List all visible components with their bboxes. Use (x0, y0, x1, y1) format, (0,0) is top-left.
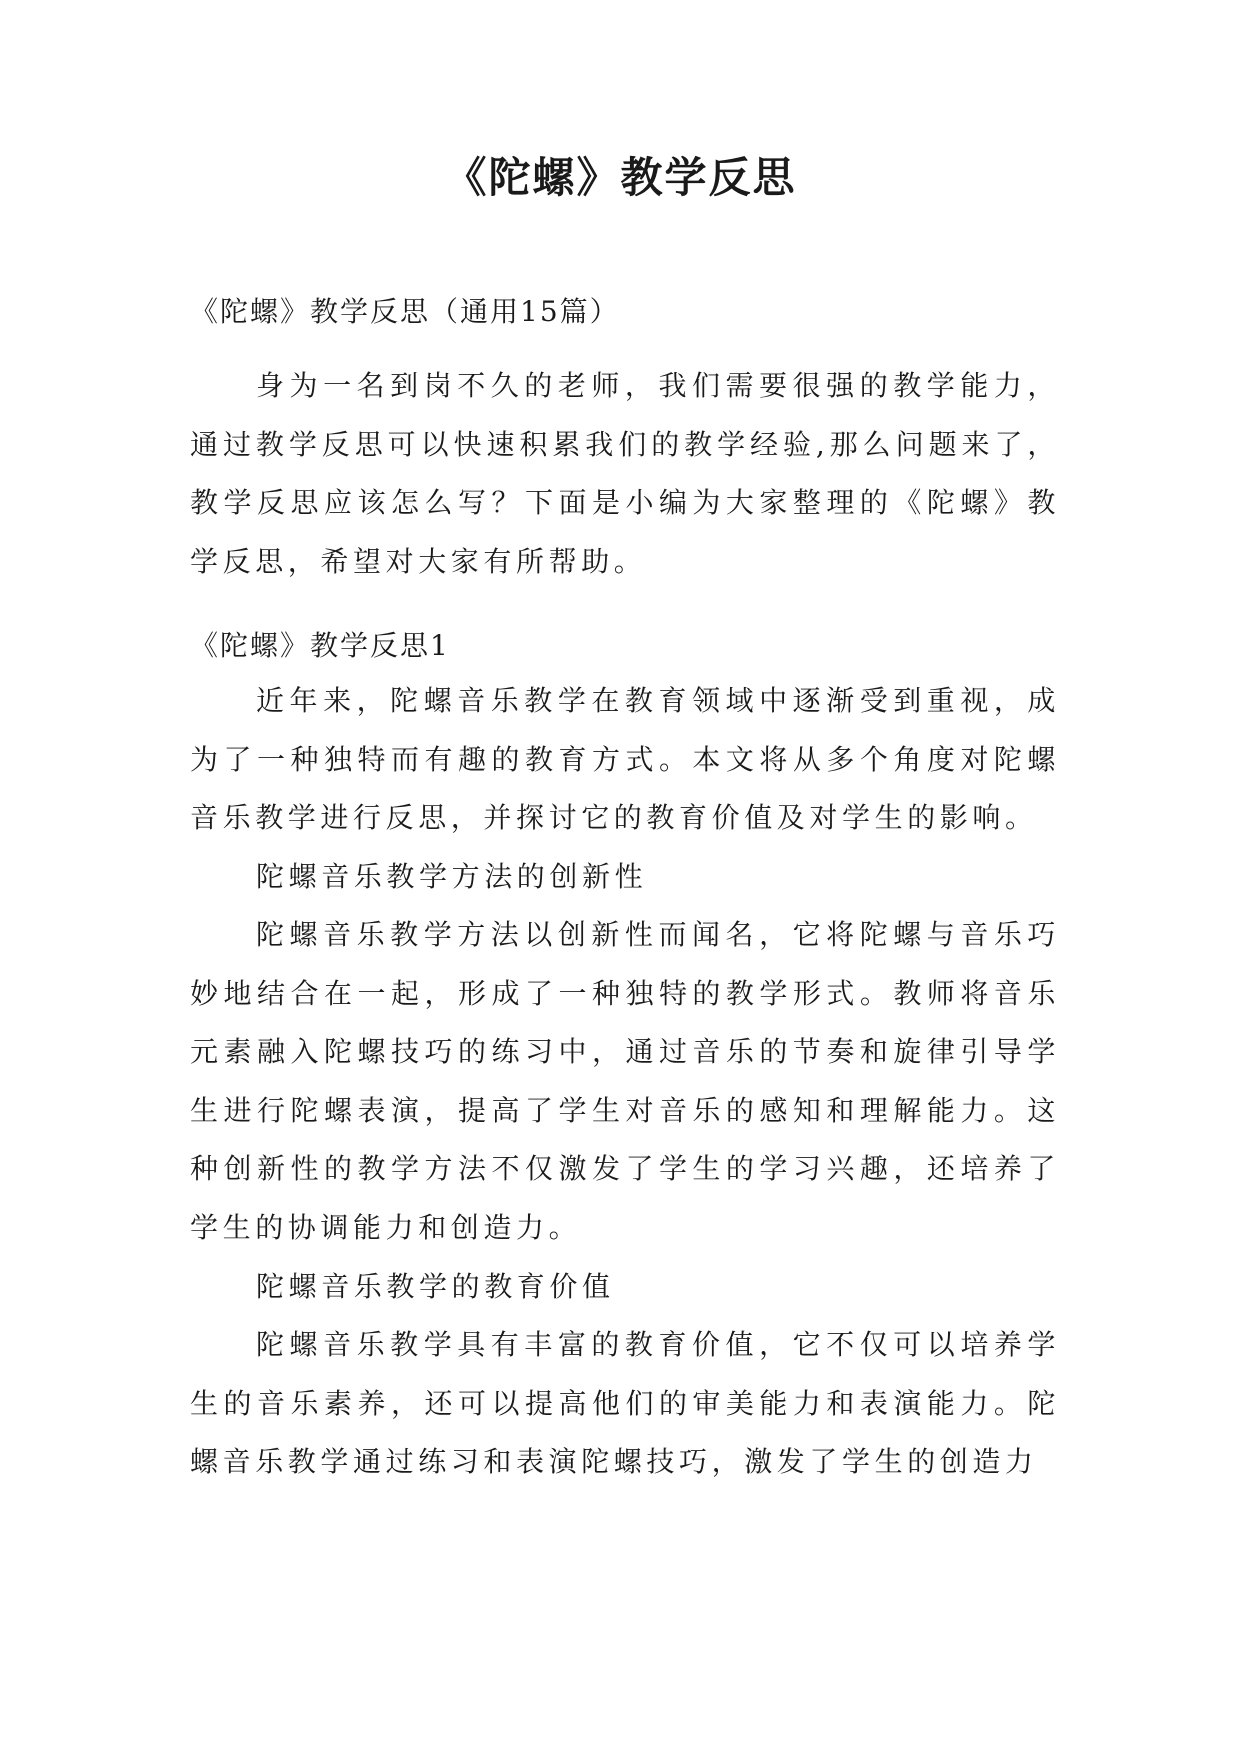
section-heading: 陀螺音乐教学方法的创新性 (256, 860, 648, 893)
page-title: 《陀螺》教学反思 (444, 153, 797, 202)
document-subtitle: 《陀螺》教学反思（通用15篇） (190, 295, 620, 328)
section-paragraph: 陀螺音乐教学方法以创新性而闻名，它将陀螺与音乐巧妙地结合在一起，形成了一种独特的教学形式。教师将音乐元素融入陀螺技巧的练习中，通过音乐的节奏和旋律引导学生进行陀螺表演，提高了学生对音乐的感知和理解能力。这种创新性的教学方法不仅激发了学生的学习兴趣，还培养了学生的协调能力和创造力。 (190, 918, 1060, 1244)
intro-paragraph: 身为一名到岗不久的老师，我们需要很强的教学能力，通过教学反思可以快速积累我们的教学经验,那么问题来了，教学反思应该怎么写？下面是小编为大家整理的《陀螺》教学反思，希望对大家有所帮助。 (190, 369, 1060, 578)
section-paragraph: 近年来，陀螺音乐教学在教育领域中逐渐受到重视，成为了一种独特而有趣的教育方式。本文将从多个角度对陀螺音乐教学进行反思，并探讨它的教育价值及对学生的影响。 (190, 684, 1060, 834)
section-paragraph: 陀螺音乐教学具有丰富的教育价值，它不仅可以培养学生的音乐素养，还可以提高他们的审美能力和表演能力。陀螺音乐教学通过练习和表演陀螺技巧，激发了学生的创造力 (190, 1328, 1060, 1478)
section-heading: 陀螺音乐教学的教育价值 (256, 1270, 615, 1303)
section-label: 《陀螺》教学反思1 (190, 629, 450, 662)
